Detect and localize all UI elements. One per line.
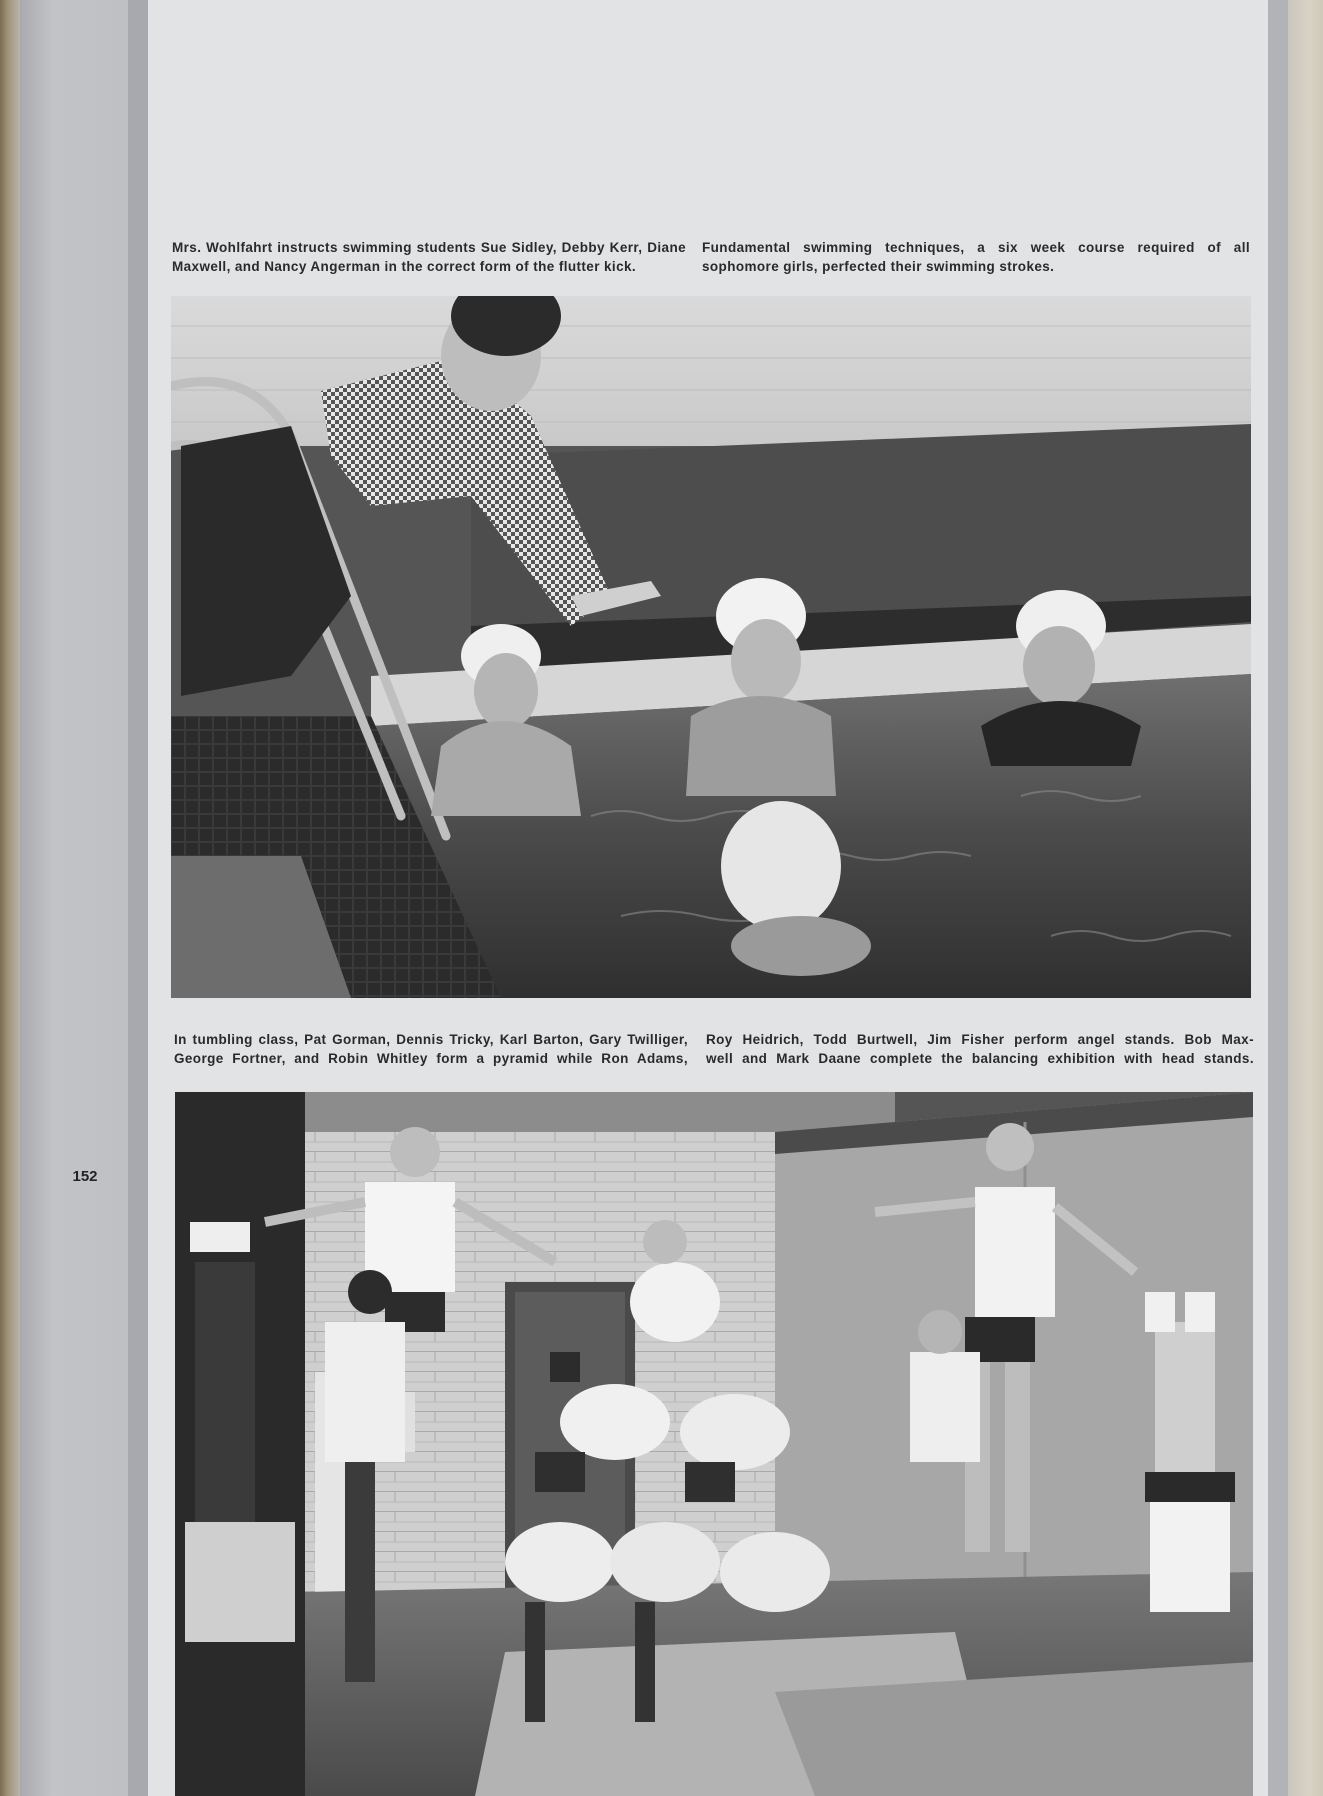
tumbling-class-photo <box>175 1092 1253 1796</box>
page-frame-left <box>128 0 148 1796</box>
caption-tumbling-pyramid <box>174 1030 688 1068</box>
caption-line: Fundamental swimming techniques, a six week course required of all <box>702 240 1250 255</box>
caption-swimming-course <box>702 238 1250 276</box>
book-binding-edge <box>0 0 20 1796</box>
caption-swimming-instruction <box>172 238 686 276</box>
caption-line: well and Mark Daane complete the balancing exhibition with head stands. <box>706 1051 1254 1066</box>
caption-line: Roy Heidrich, Todd Burtwell, Jim Fisher perform angel stands. Bob Max- <box>706 1032 1254 1047</box>
left-margin <box>20 0 128 1796</box>
caption-line: sophomore girls, perfected their swimming strokes. <box>702 259 1055 274</box>
caption-line: In tumbling class, Pat Gorman, Dennis Tricky, Karl Barton, Gary Twilliger, <box>174 1032 688 1047</box>
caption-line: Maxwell, and Nancy Angerman in the correct form of the flutter kick. <box>172 259 637 274</box>
caption-line: Mrs. Wohlfahrt instructs swimming students Sue Sidley, Debby Kerr, Diane <box>172 240 686 255</box>
caption-line: George Fortner, and Robin Whitley form a pyramid while Ron Adams, <box>174 1051 688 1066</box>
swimming-pool-photo <box>171 296 1251 998</box>
page-frame-right <box>1268 0 1288 1796</box>
caption-tumbling-stands <box>706 1030 1254 1068</box>
facing-page-edge <box>1288 0 1323 1796</box>
page-number: 152 <box>72 1168 98 1185</box>
